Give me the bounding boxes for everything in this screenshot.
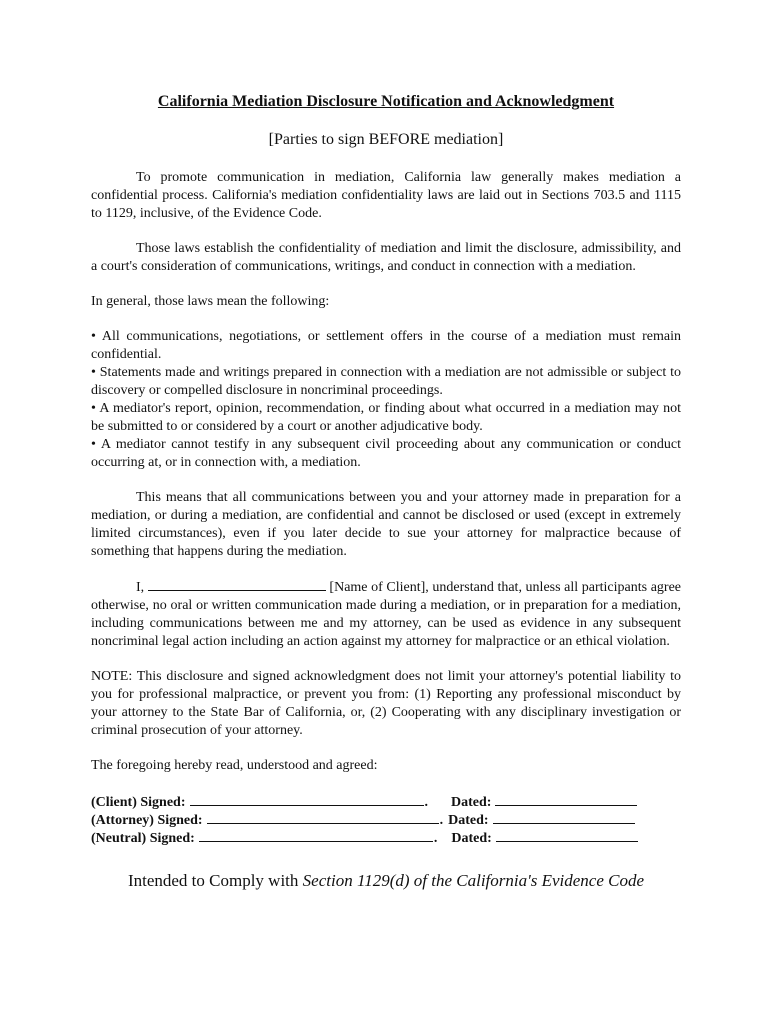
paragraph-laws: Those laws establish the confidentiality of mediation and limit the disclosure, admissibility, and a court's consideration of communications, writings, and conduct in connection with a mediation. bbox=[91, 241, 681, 274]
paragraph-agreed: The foregoing hereby read, understood and agreed: bbox=[91, 758, 378, 773]
attorney-signature-field[interactable] bbox=[207, 810, 439, 824]
list-item: • A mediator cannot testify in any subsequent civil proceeding about any communication or conduct occurring at, or in connection with, a mediation. bbox=[91, 437, 681, 470]
acknowledgment-text: [Name of Client], understand that, unless all participants agree otherwise, no oral or written communication made during a mediation, or in preparation for a mediation, including communications between me and my attorney, can be used as evidence in any subsequent noncriminal legal action including an action against my attorney for malpractice or an ethical violation. bbox=[91, 580, 682, 649]
acknowledgment-prefix: I, bbox=[136, 580, 145, 595]
paragraph-general: In general, those laws mean the following: bbox=[91, 294, 330, 309]
paragraph-means: This means that all communications between you and your attorney made in preparation for a mediation, or during a mediation, are confidential and cannot be disclosed or used (except in extremely limited circumstances), even if you later decide to sue your attorney for malpractice because of something that happens during the mediation. bbox=[91, 490, 681, 559]
client-name-field[interactable] bbox=[148, 578, 326, 591]
attorney-dated-label: Dated: bbox=[448, 813, 489, 828]
paragraph-acknowledgment bbox=[91, 578, 681, 651]
document-title: California Mediation Disclosure Notification and Acknowledgment bbox=[157, 93, 615, 110]
signature-row-client: (Client) Signed: . Dated: bbox=[91, 792, 681, 810]
signature-row-attorney: (Attorney) Signed: . Dated: bbox=[91, 810, 681, 828]
footer-citation: Section 1129(d) of the California's Evidence Code bbox=[302, 871, 645, 890]
client-date-field[interactable] bbox=[495, 792, 637, 806]
neutral-signature-field[interactable] bbox=[199, 828, 433, 842]
footer-text: Intended to Comply with bbox=[127, 871, 303, 890]
neutral-dated-label: Dated: bbox=[451, 831, 492, 846]
neutral-signed-label: (Neutral) Signed: bbox=[91, 831, 195, 846]
neutral-date-field[interactable] bbox=[496, 828, 638, 842]
attorney-signed-label: (Attorney) Signed: bbox=[91, 813, 203, 828]
document-page bbox=[91, 92, 681, 909]
document-subtitle: [Parties to sign BEFORE mediation] bbox=[268, 131, 504, 148]
compliance-footer bbox=[91, 870, 681, 892]
paragraph-note: NOTE: This disclosure and signed acknowledgment does not limit your attorney's potential liability to you for professional malpractice, or prevent you from: (1) Reporting any professional misconduct by your attorney to the State Bar of California, or, (2) Cooperating with any disciplinary investigation or criminal prosecution of your attorney. bbox=[91, 669, 681, 738]
bullet-list bbox=[91, 328, 681, 472]
paragraph-intro: To promote communication in mediation, California law generally makes mediation a confidential process. California's mediation confidentiality laws are laid out in Sections 703.5 and 1115 to 1129, inclusive, of the Evidence Code. bbox=[91, 170, 681, 221]
client-signature-field[interactable] bbox=[190, 792, 424, 806]
list-item: • A mediator's report, opinion, recommendation, or finding about what occurred in a mediation may not be submitted to or considered by a court or another adjudicative body. bbox=[91, 401, 681, 434]
list-item: • Statements made and writings prepared in connection with a mediation are not admissible or subject to discovery or compelled disclosure in noncriminal proceedings. bbox=[91, 365, 681, 398]
signature-row-neutral: (Neutral) Signed: . Dated: bbox=[91, 828, 681, 846]
list-item: • All communications, negotiations, or settlement offers in the course of a mediation must remain confidential. bbox=[91, 329, 681, 362]
client-signed-label: (Client) Signed: bbox=[91, 795, 186, 810]
signature-block bbox=[91, 792, 681, 846]
attorney-date-field[interactable] bbox=[493, 810, 635, 824]
client-dated-label: Dated: bbox=[451, 795, 492, 810]
